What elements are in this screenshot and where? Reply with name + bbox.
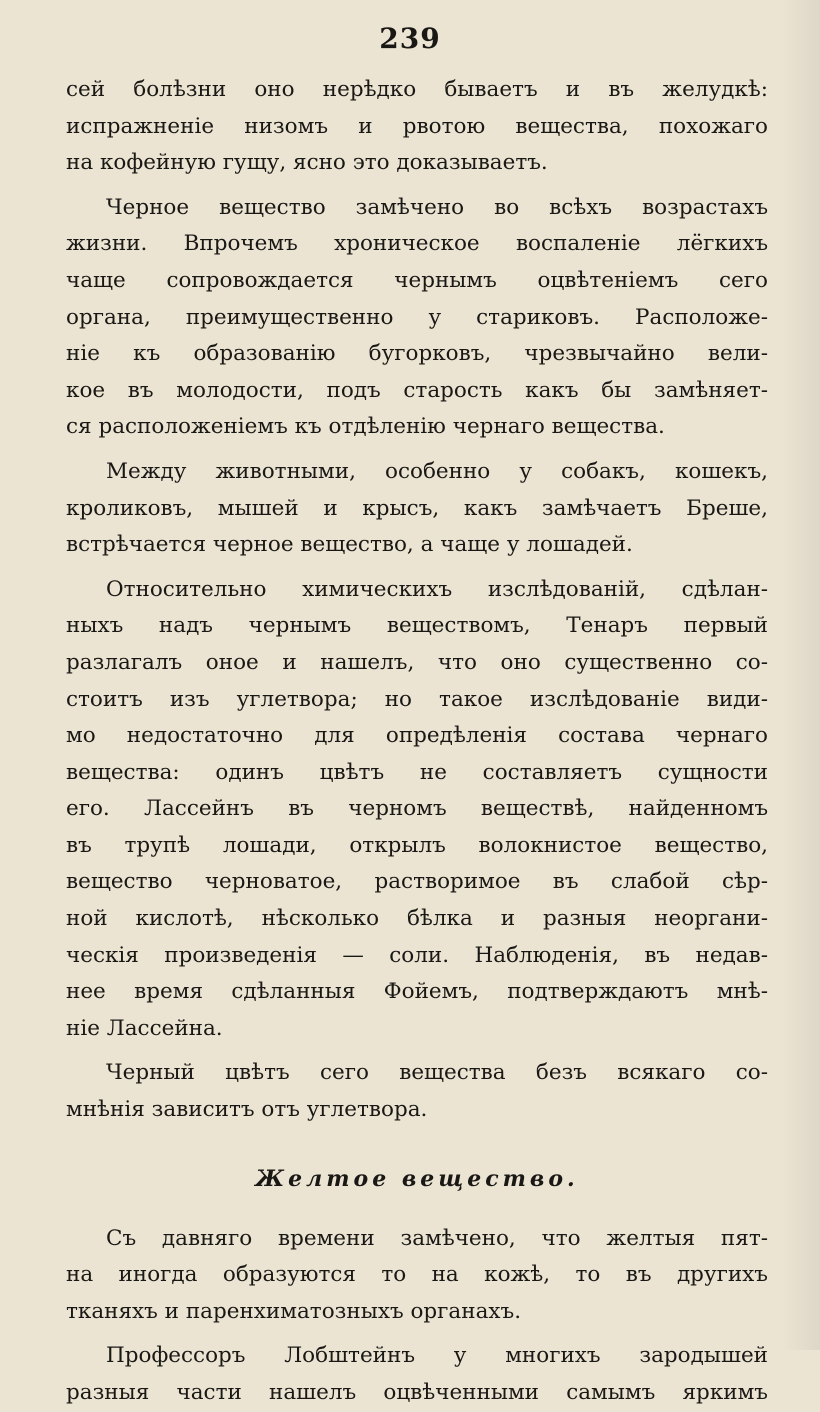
text-line: вещество черноватое, растворимое въ слабой сѣр- <box>66 869 768 895</box>
text-line: на иногда образуются то на кожѣ, то въ другихъ <box>66 1262 768 1288</box>
text-line: тканяхъ и паренхиматозныхъ органахъ. <box>66 1298 522 1324</box>
paragraph <box>66 190 768 446</box>
text-line: ніе Лассейна. <box>66 1015 223 1041</box>
text-line: ся расположеніемъ къ отдѣленію чернаго вещества. <box>66 414 665 440</box>
text-line: его. Лассейнъ въ черномъ веществѣ, найденномъ <box>66 796 768 822</box>
text-line: мо недостаточно для опредѣленія состава чернаго <box>66 723 768 749</box>
text-line: Черное вещество замѣчено во всѣхъ возрастахъ <box>106 194 768 220</box>
text-line: разныя части нашелъ оцвѣченными самымъ яркимъ <box>66 1380 768 1405</box>
page-edge-shadow <box>782 0 820 1350</box>
text-line: разлагалъ оное и нашелъ, что оно существенно со- <box>66 649 768 675</box>
section-heading: Желтое вещество. <box>255 1165 579 1192</box>
text-line: Профессоръ Лобштейнъ у многихъ зародышей <box>106 1343 768 1369</box>
text-line: чаще сопровождается чернымъ оцвѣтеніемъ сего <box>66 267 768 293</box>
text-line: органа, преимущественно у стариковъ. Расположе- <box>66 304 768 330</box>
paragraph <box>66 1221 768 1331</box>
text-line: ческія произведенія — соли. Наблюденія, въ недав- <box>66 942 768 968</box>
text-line: мнѣнія зависитъ отъ углетвора. <box>66 1097 428 1123</box>
paragraph <box>66 454 768 564</box>
text-line: встрѣчается черное вещество, а чаще у лошадей. <box>66 532 633 558</box>
text-line: Черный цвѣтъ сего вещества безъ всякаго со- <box>106 1060 768 1086</box>
text-line: ной кислотѣ, нѣсколько бѣлка и разныя неоргани- <box>66 906 768 932</box>
text-line: стоитъ изъ углетвора; но такое изслѣдованіе види- <box>66 686 768 712</box>
text-line: нее время сдѣланныя Фойемъ, подтверждаютъ мнѣ- <box>66 979 768 1005</box>
page-number: 239 <box>379 22 441 55</box>
paragraph <box>66 1338 768 1411</box>
text-line: ныхъ надъ чернымъ веществомъ, Тенаръ первый <box>66 613 768 639</box>
text-line: на кофейную гущу, ясно это доказываетъ. <box>66 150 548 176</box>
text-line: въ трупѣ лошади, открылъ волокнистое вещество, <box>66 832 768 858</box>
text-line: жизни. Впрочемъ хроническое воспаленіе лёгкихъ <box>66 231 768 257</box>
text-line: вещества: одинъ цвѣтъ не составляетъ сущности <box>66 759 768 785</box>
paragraph <box>66 72 768 182</box>
text-line: ніе къ образованію бугорковъ, чрезвычайно вели- <box>66 341 768 367</box>
text-line: кроликовъ, мышей и крысъ, какъ замѣчаетъ Брешe, <box>66 495 768 521</box>
body-text <box>66 72 768 1412</box>
paragraph <box>66 1055 768 1128</box>
text-line: Относительно химическихъ изслѣдованій, сдѣлан- <box>106 576 768 602</box>
text-line: Между животными, особенно у собакъ, кошекъ, <box>106 458 768 484</box>
text-line: Съ давняго времени замѣчено, что желтыя пят- <box>106 1225 768 1251</box>
text-line: испражненіе низомъ и рвотою вещества, похожаго <box>66 113 768 139</box>
text-line: сей болѣзни оно нерѣдко бываетъ и въ желудкѣ: <box>66 77 768 102</box>
paragraph <box>66 572 768 1048</box>
text-line: кое въ молодости, подъ старость какъ бы замѣняет- <box>66 377 768 403</box>
